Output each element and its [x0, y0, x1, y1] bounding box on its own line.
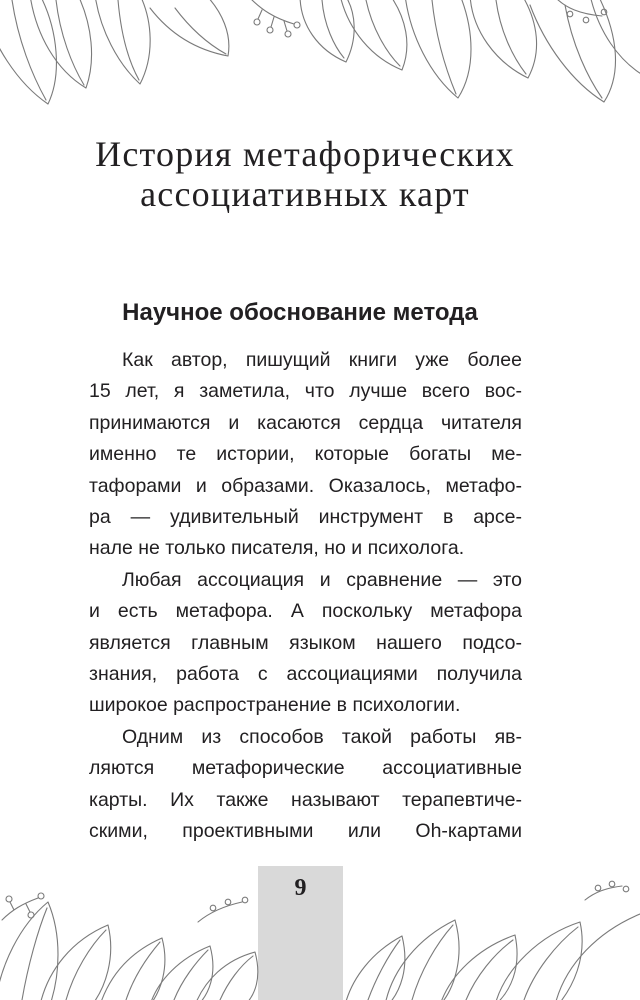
bottom-floral-ornament [0, 880, 640, 1000]
body-line: тафорами и образами. Оказалось, метафо- [89, 474, 522, 497]
body-line: 15 лет, я заметила, что лучше всего вос- [89, 380, 522, 403]
berry [583, 17, 589, 23]
chapter-title-line: ассоциативных карт [140, 174, 470, 214]
section-heading: Научное обоснование метода [122, 299, 478, 326]
petal-vein [368, 940, 400, 1000]
body-line: широкое распространение в психологии. [89, 694, 461, 717]
petal-outline [300, 0, 354, 62]
petal-vein [175, 8, 226, 54]
berry [6, 896, 12, 902]
berry [294, 22, 300, 28]
body-line: Любая ассоциация и сравнение — это [122, 568, 522, 591]
body-line: Как автор, пишущий книги уже более [122, 349, 522, 371]
berry [609, 881, 615, 887]
petal-outline [470, 0, 537, 78]
petal-vein [126, 942, 160, 1000]
berry [38, 893, 44, 899]
petal-vein [432, 0, 456, 94]
page-number: 9 [294, 875, 307, 901]
petal-outline [340, 0, 407, 70]
sprig-stem [585, 886, 622, 900]
body-line: и есть метафора. А поскольку метафора [89, 600, 522, 623]
body-line: ра — удивительный инструмент в арсе- [89, 506, 522, 529]
berry [210, 905, 216, 911]
petal-vein [466, 940, 513, 1000]
berry-sprig [585, 881, 629, 900]
body-line: скими, проективными или Oh-картами [89, 820, 522, 843]
berry [242, 897, 248, 903]
petal-vein [174, 950, 208, 1000]
petal-vein [118, 0, 139, 80]
petal-vein [12, 0, 46, 100]
petal-vein [496, 0, 526, 74]
body-line: карты. Их также называют терапевтиче- [89, 788, 522, 811]
petal-vein [524, 927, 578, 1000]
top-floral-ornament [0, 0, 640, 120]
petal-outline [405, 0, 471, 98]
body-line: знания, работа с ассоциациями получила [89, 663, 522, 686]
body-line: именно те истории, которые богаты ме- [89, 443, 522, 466]
sprig-stem [250, 0, 294, 31]
paragraph [89, 565, 522, 722]
body-line: принимаются и касаются сердца читателя [89, 411, 522, 434]
berry [285, 31, 291, 37]
petal-outline [0, 0, 56, 104]
berry [225, 899, 231, 905]
body-line: Одним из способов такой работы яв- [122, 725, 522, 748]
berry-sprig [2, 893, 44, 920]
petal-vein [66, 930, 106, 1000]
body-line: является главным языком нашего подсо- [89, 631, 522, 654]
petal-vein [366, 0, 400, 66]
petal-vein [22, 908, 47, 1000]
petal-outline [555, 912, 640, 1000]
berry-sprig [556, 0, 607, 23]
petal-outline [150, 0, 229, 56]
chapter-title [0, 134, 610, 214]
berry [595, 885, 601, 891]
petal-vein [56, 0, 84, 85]
berry-sprig [198, 897, 248, 922]
petal-vein [220, 956, 253, 1000]
berry [567, 11, 573, 17]
body-text [89, 345, 522, 848]
petal-outline [30, 0, 92, 88]
body-line: ляются метафорические ассоциативные [89, 757, 522, 780]
berry [254, 19, 260, 25]
berry-sprig [250, 0, 300, 37]
paragraph [89, 722, 522, 848]
berry [28, 912, 34, 918]
petal-outline [440, 935, 517, 1000]
paragraph [89, 345, 522, 565]
sprig-stem [198, 902, 242, 922]
berry [267, 27, 273, 33]
chapter-title-line: История метафорических [95, 134, 515, 174]
body-line: нале не только писателя, но и психолога. [89, 537, 465, 560]
petal-outline [95, 0, 150, 84]
berry [623, 886, 629, 892]
